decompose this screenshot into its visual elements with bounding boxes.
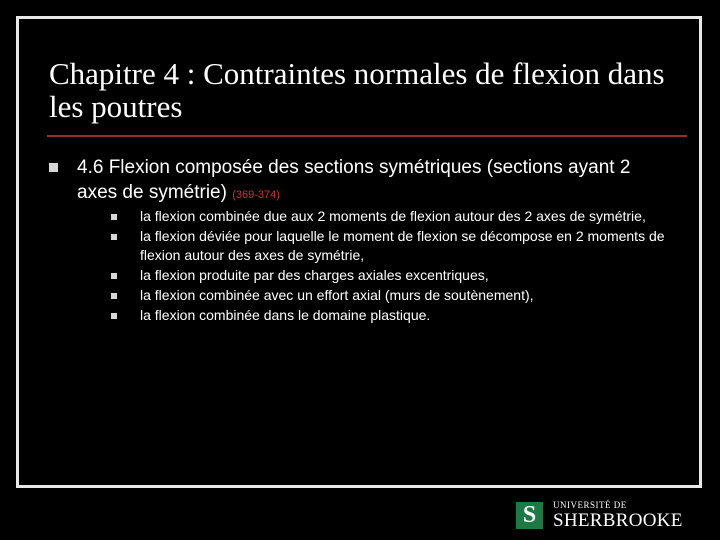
slide-title: Chapitre 4 : Contraintes normales de flexion dans les poutres (49, 56, 665, 124)
slide-frame (16, 16, 702, 488)
main-bullet-label: 4.6 Flexion composée des sections symétriques (sections ayant 2 axes de symétrie) (77, 157, 631, 203)
square-bullet-icon (111, 273, 117, 279)
square-bullet-icon (111, 313, 117, 319)
list-item-text: la flexion produite par des charges axiales excentriques, (140, 267, 489, 283)
list-item (111, 286, 671, 305)
list-item-text: la flexion combinée due aux 2 moments de flexion autour des 2 axes de symétrie, (140, 208, 646, 224)
list-item (111, 306, 671, 325)
logo-line-2: SHERBROOKE (553, 510, 683, 531)
main-bullet-text (77, 155, 669, 208)
university-logo (516, 500, 706, 532)
list-item-text: la flexion combinée avec un effort axial (murs de soutènement), (140, 287, 534, 303)
square-bullet-icon (49, 163, 58, 172)
page-reference: (369-374) (232, 189, 280, 201)
list-item (111, 227, 671, 265)
logo-mark-icon: S (516, 502, 543, 529)
list-item (111, 207, 671, 226)
title-divider (47, 135, 687, 137)
list-item (111, 266, 671, 285)
list-item-text: la flexion déviée pour laquelle le moment de flexion se décompose en 2 moments de flexion autour des axes de symétrie, (140, 228, 665, 263)
main-bullet (49, 155, 669, 208)
sub-bullet-list (111, 207, 671, 326)
list-item-text: la flexion combinée dans le domaine plastique. (140, 307, 431, 323)
square-bullet-icon (111, 234, 117, 240)
logo-line-1: UNIVERSITÉ DE (553, 500, 627, 510)
square-bullet-icon (111, 293, 117, 299)
square-bullet-icon (111, 214, 117, 220)
